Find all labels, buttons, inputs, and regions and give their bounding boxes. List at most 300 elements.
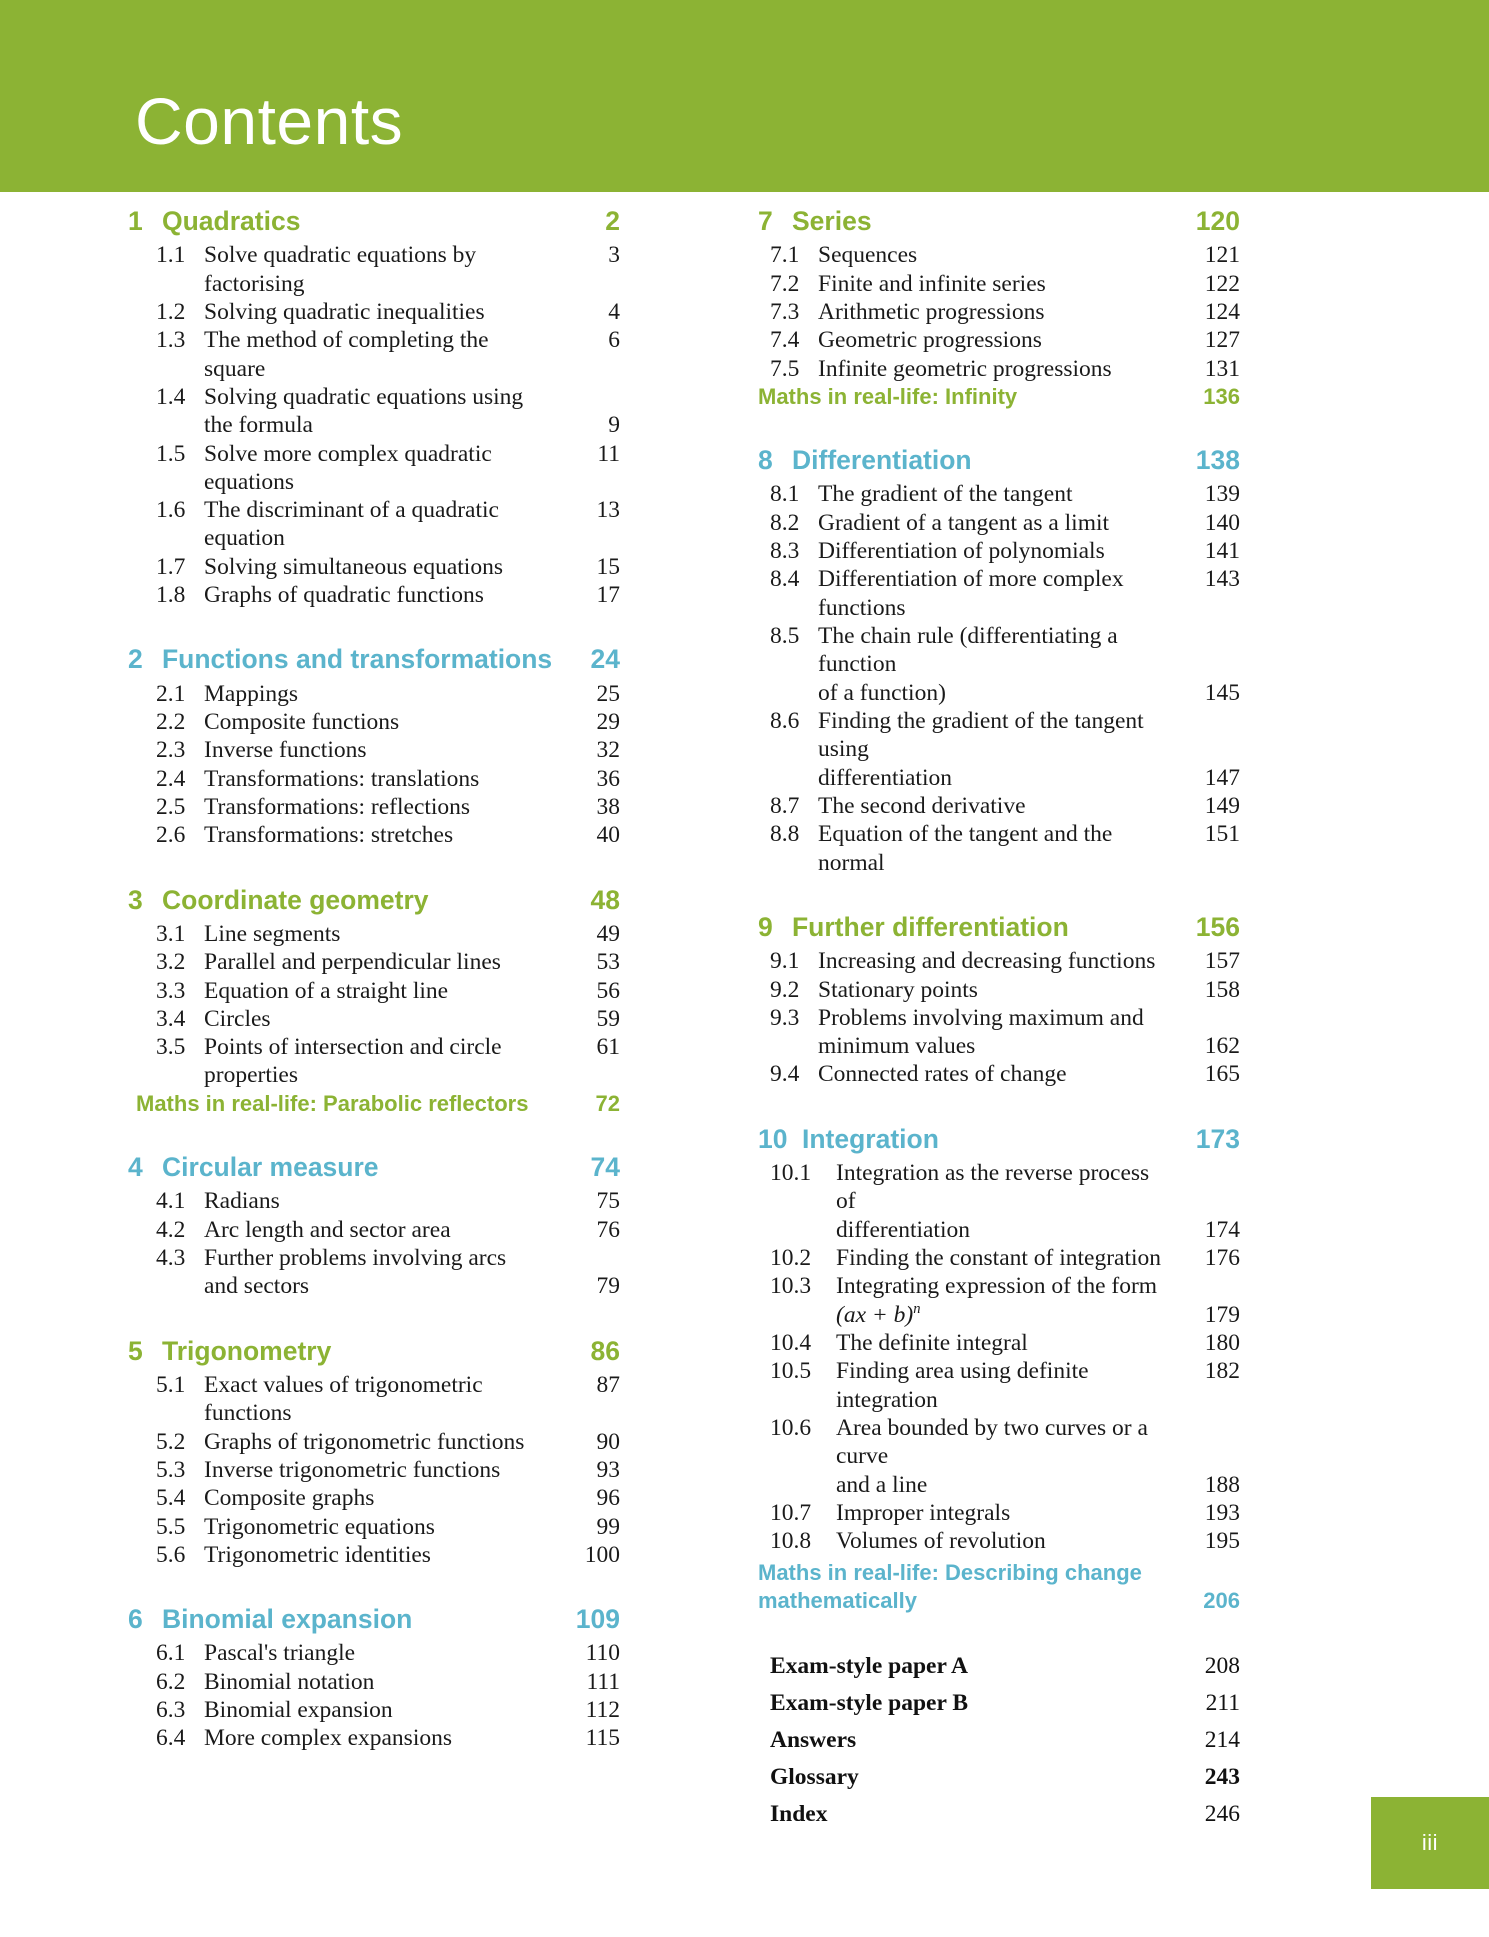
section-row[interactable] xyxy=(758,1159,1240,1216)
section-page-number: 3 xyxy=(608,242,620,269)
section-page-number: 96 xyxy=(596,1485,620,1512)
chapter-title: Binomial expansion xyxy=(162,1604,413,1635)
section-page-number: 32 xyxy=(596,737,620,764)
section-list xyxy=(128,1187,620,1300)
chapter-block xyxy=(758,911,1240,1089)
section-row[interactable] xyxy=(758,1272,1240,1300)
section-list xyxy=(128,920,620,1090)
section-row[interactable] xyxy=(128,1216,620,1244)
contents-columns xyxy=(0,205,1489,1838)
section-page-number: 111 xyxy=(586,1668,620,1695)
section-page-number: 143 xyxy=(1204,566,1240,593)
section-row[interactable] xyxy=(758,565,1240,622)
chapter-heading[interactable] xyxy=(128,643,620,675)
section-title: Points of intersection and circle properties xyxy=(204,1034,502,1089)
section-number: 2.6 xyxy=(156,822,186,849)
section-number: 6.2 xyxy=(156,1668,186,1695)
section-title: Connected rates of change xyxy=(818,1061,1067,1088)
section-number: 10.4 xyxy=(770,1329,812,1356)
section-title: Solving simultaneous equations xyxy=(204,553,503,580)
section-row[interactable] xyxy=(128,1272,620,1300)
maths-in-real-life-title: Maths in real-life: Parabolic reflectors xyxy=(136,1090,529,1116)
section-title: Problems involving maximum and xyxy=(818,1004,1144,1031)
chapter-heading[interactable] xyxy=(128,1335,620,1367)
section-page-number: 122 xyxy=(1204,270,1240,297)
chapter-number: 5 xyxy=(128,1335,143,1366)
back-matter-row[interactable] xyxy=(758,1726,1240,1755)
section-number: 5.6 xyxy=(156,1541,186,1568)
section-row[interactable] xyxy=(758,1357,1240,1414)
section-page-number: 121 xyxy=(1204,242,1240,269)
chapter-number: 1 xyxy=(128,206,143,236)
section-page-number: 193 xyxy=(1204,1499,1240,1526)
section-number: 4.1 xyxy=(156,1188,186,1215)
chapter-number: 3 xyxy=(128,884,143,915)
section-row[interactable] xyxy=(128,1456,620,1484)
section-title: Composite functions xyxy=(204,709,400,736)
section-title: The method of completing the square xyxy=(204,327,489,382)
section-number: 10.6 xyxy=(770,1414,812,1441)
section-title: Finding the gradient of the tangent using xyxy=(818,707,1144,763)
section-title: Line segments xyxy=(204,920,341,947)
section-title: minimum values xyxy=(818,1033,976,1060)
chapter-heading[interactable] xyxy=(758,911,1240,943)
section-row[interactable] xyxy=(758,241,1240,269)
chapter-block xyxy=(128,643,620,849)
section-row[interactable] xyxy=(128,1033,620,1090)
section-row[interactable] xyxy=(758,1414,1240,1471)
back-matter-row[interactable] xyxy=(758,1652,1240,1681)
section-page-number: 40 xyxy=(596,822,620,849)
section-title: Parallel and perpendicular lines xyxy=(204,949,501,976)
section-row[interactable] xyxy=(128,496,620,553)
maths-in-real-life-entry[interactable] xyxy=(128,1090,620,1117)
chapter-heading[interactable] xyxy=(128,205,620,237)
section-number: 4.2 xyxy=(156,1216,186,1243)
right-column xyxy=(620,205,1240,1838)
section-page-number: 25 xyxy=(596,680,620,707)
section-row[interactable] xyxy=(128,680,620,708)
section-number: 5.5 xyxy=(156,1513,186,1540)
chapter-page-number: 74 xyxy=(590,1152,620,1183)
chapter-title: Quadratics xyxy=(162,206,301,236)
section-row[interactable] xyxy=(128,821,620,849)
section-row[interactable] xyxy=(758,1329,1240,1357)
page-number-label: iii xyxy=(1421,1830,1439,1855)
section-title: Gradient of a tangent as a limit xyxy=(818,509,1110,536)
section-title: Equation of the tangent and the normal xyxy=(818,821,1113,876)
section-row[interactable] xyxy=(758,707,1240,764)
section-row[interactable] xyxy=(128,1005,620,1033)
section-row[interactable] xyxy=(128,736,620,764)
chapter-page-number: 109 xyxy=(575,1604,620,1635)
section-title: Further problems involving arcs xyxy=(204,1245,507,1272)
section-row[interactable] xyxy=(758,1004,1240,1032)
chapter-number: 7 xyxy=(758,206,773,236)
section-title: Finding the constant of integration xyxy=(836,1245,1162,1272)
chapter-block xyxy=(758,205,1240,410)
section-page-number: 174 xyxy=(1204,1216,1240,1243)
section-row[interactable] xyxy=(128,1668,620,1696)
section-row[interactable] xyxy=(128,1187,620,1215)
back-matter-page-number: 214 xyxy=(1204,1727,1240,1754)
section-row[interactable] xyxy=(128,765,620,793)
section-title: Finite and infinite series xyxy=(818,270,1046,297)
section-row[interactable] xyxy=(128,440,620,497)
section-number: 10.8 xyxy=(770,1528,812,1555)
section-number: 5.3 xyxy=(156,1456,186,1483)
section-row[interactable] xyxy=(758,480,1240,508)
section-number: 7.3 xyxy=(770,298,800,325)
section-number: 4.3 xyxy=(156,1245,186,1272)
section-title: Stationary points xyxy=(818,976,978,1003)
section-title: The second derivative xyxy=(818,792,1026,819)
section-page-number: 151 xyxy=(1204,821,1240,848)
section-row[interactable] xyxy=(128,948,620,976)
section-number: 6.3 xyxy=(156,1697,186,1724)
section-page-number: 75 xyxy=(596,1188,620,1215)
section-title: Radians xyxy=(204,1188,280,1215)
section-title: Trigonometric equations xyxy=(204,1513,435,1540)
section-title: Improper integrals xyxy=(836,1499,1011,1526)
back-matter-list xyxy=(758,1652,1240,1830)
section-row[interactable] xyxy=(128,298,620,326)
chapter-heading[interactable] xyxy=(758,1123,1240,1155)
section-number: 8.2 xyxy=(770,509,800,536)
section-title: The gradient of the tangent xyxy=(818,481,1073,508)
back-matter-page-number: 243 xyxy=(1204,1764,1240,1791)
chapter-number: 8 xyxy=(758,445,773,476)
section-title: Transformations: translations xyxy=(204,765,480,792)
chapter-page-number: 2 xyxy=(605,206,620,236)
section-row[interactable] xyxy=(128,1513,620,1541)
section-title: Volumes of revolution xyxy=(836,1528,1046,1555)
maths-in-real-life-page-number: 72 xyxy=(595,1090,620,1116)
section-row[interactable] xyxy=(758,792,1240,820)
section-title: Solving quadratic equations using xyxy=(204,383,524,410)
chapter-heading[interactable] xyxy=(128,884,620,916)
section-number: 6.4 xyxy=(156,1725,186,1752)
section-number: 5.1 xyxy=(156,1371,186,1398)
section-page-number: 15 xyxy=(596,553,620,580)
section-row[interactable] xyxy=(128,1696,620,1724)
chapter-block xyxy=(128,1151,620,1301)
section-title: Transformations: reflections xyxy=(204,793,471,820)
section-page-number: 99 xyxy=(596,1513,620,1540)
section-number: 2.5 xyxy=(156,793,186,820)
chapter-title: Circular measure xyxy=(162,1152,379,1183)
chapter-title: Integration xyxy=(802,1123,939,1154)
back-matter-row[interactable] xyxy=(758,1689,1240,1718)
section-page-number: 29 xyxy=(596,709,620,736)
section-page-number: 165 xyxy=(1204,1061,1240,1088)
section-row[interactable] xyxy=(758,947,1240,975)
section-title: Composite graphs xyxy=(204,1485,375,1512)
section-row[interactable] xyxy=(758,1032,1240,1060)
section-title: The chain rule (differentiating a function xyxy=(818,623,1118,678)
chapter-number: 6 xyxy=(128,1604,143,1635)
section-title: Inverse functions xyxy=(204,737,367,764)
section-row[interactable] xyxy=(758,1499,1240,1527)
section-page-number: 53 xyxy=(596,949,620,976)
section-page-number: 112 xyxy=(585,1697,620,1724)
maths-in-real-life-line2 xyxy=(758,1587,1240,1614)
section-number: 10.7 xyxy=(770,1499,812,1526)
section-number: 3.5 xyxy=(156,1034,186,1061)
section-row[interactable] xyxy=(758,1471,1240,1499)
chapter-title: Differentiation xyxy=(792,445,972,476)
section-row[interactable] xyxy=(128,326,620,383)
section-page-number: 90 xyxy=(596,1428,620,1455)
section-number: 7.5 xyxy=(770,355,800,382)
section-number: 2.4 xyxy=(156,765,186,792)
section-number: 9.4 xyxy=(770,1061,800,1088)
section-title-formula: (ax + b)$^n$ xyxy=(836,1300,921,1328)
section-row[interactable] xyxy=(758,1301,1240,1329)
chapter-block xyxy=(128,1335,620,1570)
section-row[interactable] xyxy=(758,1216,1240,1244)
section-number: 1.7 xyxy=(156,553,186,580)
section-page-number: 127 xyxy=(1204,327,1240,354)
back-matter-page-number: 208 xyxy=(1204,1652,1240,1679)
section-number: 1.2 xyxy=(156,298,186,325)
section-page-number: 149 xyxy=(1204,792,1240,819)
chapter-heading[interactable] xyxy=(758,205,1240,237)
left-column xyxy=(0,205,620,1838)
section-page-number: 9 xyxy=(608,412,620,439)
section-number: 6.1 xyxy=(156,1640,186,1667)
section-row[interactable] xyxy=(758,622,1240,679)
chapter-page-number: 24 xyxy=(590,644,620,675)
section-number: 9.2 xyxy=(770,976,800,1003)
section-page-number: 162 xyxy=(1204,1033,1240,1060)
section-row[interactable] xyxy=(128,1371,620,1428)
section-title: and a line xyxy=(836,1471,928,1498)
section-title: Infinite geometric progressions xyxy=(818,355,1112,382)
section-row[interactable] xyxy=(128,708,620,736)
section-title: Mappings xyxy=(204,680,298,707)
section-page-number: 6 xyxy=(608,327,620,354)
section-row[interactable] xyxy=(128,241,620,298)
section-number: 1.6 xyxy=(156,497,186,524)
maths-in-real-life-entry[interactable] xyxy=(758,1559,1240,1614)
section-row[interactable] xyxy=(758,355,1240,383)
section-number: 2.3 xyxy=(156,737,186,764)
section-row[interactable] xyxy=(128,411,620,439)
section-list xyxy=(758,1159,1240,1555)
chapter-block xyxy=(128,205,620,609)
section-number: 8.4 xyxy=(770,566,800,593)
section-title: Binomial expansion xyxy=(204,1697,393,1724)
section-number: 1.8 xyxy=(156,582,186,609)
section-page-number: 110 xyxy=(585,1640,620,1667)
section-row[interactable] xyxy=(758,270,1240,298)
chapter-heading[interactable] xyxy=(128,1151,620,1183)
section-number: 3.1 xyxy=(156,920,186,947)
section-title: Inverse trigonometric functions xyxy=(204,1456,501,1483)
chapter-page-number: 120 xyxy=(1195,206,1240,236)
section-title: The definite integral xyxy=(836,1329,1028,1356)
section-number: 5.2 xyxy=(156,1428,186,1455)
section-title: differentiation xyxy=(818,764,952,791)
chapter-page-number: 48 xyxy=(590,884,620,915)
chapter-page-number: 173 xyxy=(1195,1123,1240,1154)
section-list xyxy=(128,241,620,609)
section-page-number: 11 xyxy=(597,440,620,467)
section-list xyxy=(128,1639,620,1752)
section-number: 10.2 xyxy=(770,1245,812,1272)
chapter-heading[interactable] xyxy=(758,444,1240,476)
section-row[interactable] xyxy=(758,326,1240,354)
section-number: 1.5 xyxy=(156,440,186,467)
section-title: the formula xyxy=(204,412,313,439)
section-page-number: 124 xyxy=(1204,298,1240,325)
section-number: 8.8 xyxy=(770,821,800,848)
section-page-number: 49 xyxy=(596,920,620,947)
section-number: 7.2 xyxy=(770,270,800,297)
section-row[interactable] xyxy=(128,1541,620,1569)
section-row[interactable] xyxy=(128,1244,620,1272)
section-title: Exact values of trigonometric functions xyxy=(204,1371,483,1427)
section-number: 3.4 xyxy=(156,1005,186,1032)
section-number: 10.5 xyxy=(770,1358,812,1385)
section-page-number: 158 xyxy=(1204,976,1240,1003)
section-page-number: 59 xyxy=(596,1005,620,1032)
back-matter-title: Exam-style paper A xyxy=(770,1652,969,1679)
section-page-number: 140 xyxy=(1204,509,1240,536)
section-title: Equation of a straight line xyxy=(204,977,449,1004)
section-title: Finding area using definite integration xyxy=(836,1358,1089,1413)
maths-in-real-life-page-number: 136 xyxy=(1203,383,1240,409)
section-title: Sequences xyxy=(818,242,918,269)
section-title: Graphs of quadratic functions xyxy=(204,582,484,609)
section-title: Arc length and sector area xyxy=(204,1216,451,1243)
section-row[interactable] xyxy=(758,1244,1240,1272)
section-row[interactable] xyxy=(128,553,620,581)
section-row[interactable] xyxy=(128,1484,620,1512)
section-page-number: 79 xyxy=(596,1273,620,1300)
section-number: 9.1 xyxy=(770,948,800,975)
section-title: Integration as the reverse process of xyxy=(836,1160,1150,1215)
section-number: 9.3 xyxy=(770,1004,800,1031)
section-list xyxy=(758,480,1240,876)
section-title: Differentiation of polynomials xyxy=(818,538,1105,565)
section-title: of a function) xyxy=(818,679,946,706)
section-title: More complex expansions xyxy=(204,1725,453,1752)
section-title: Transformations: stretches xyxy=(204,822,454,849)
header-band xyxy=(0,0,1489,192)
section-number: 7.4 xyxy=(770,327,800,354)
section-list xyxy=(758,947,1240,1089)
section-page-number: 61 xyxy=(596,1034,620,1061)
chapter-page-number: 156 xyxy=(1195,911,1240,942)
section-page-number: 195 xyxy=(1204,1528,1240,1555)
section-number: 1.3 xyxy=(156,327,186,354)
back-matter-page-number: 211 xyxy=(1205,1690,1240,1717)
section-page-number: 38 xyxy=(596,793,620,820)
chapter-block xyxy=(128,1603,620,1753)
section-page-number: 115 xyxy=(585,1725,620,1752)
section-row[interactable] xyxy=(128,1724,620,1752)
section-page-number: 179 xyxy=(1204,1301,1240,1328)
maths-in-real-life-line1 xyxy=(758,1559,1240,1586)
section-row[interactable] xyxy=(128,977,620,1005)
section-title: Circles xyxy=(204,1005,271,1032)
section-number: 8.1 xyxy=(770,481,800,508)
chapter-block xyxy=(128,884,620,1117)
chapter-heading[interactable] xyxy=(128,1603,620,1635)
section-page-number: 139 xyxy=(1204,481,1240,508)
back-matter-row[interactable] xyxy=(758,1763,1240,1792)
section-row[interactable] xyxy=(758,1527,1240,1555)
section-list xyxy=(128,1371,620,1569)
section-row[interactable] xyxy=(128,383,620,411)
section-row[interactable] xyxy=(128,1639,620,1667)
chapter-number: 2 xyxy=(128,644,143,675)
maths-in-real-life-page-number: 206 xyxy=(1203,1587,1240,1613)
section-page-number: 147 xyxy=(1204,764,1240,791)
section-row[interactable] xyxy=(758,537,1240,565)
section-number: 1.1 xyxy=(156,242,186,269)
section-row[interactable] xyxy=(758,976,1240,1004)
back-matter-title: Glossary xyxy=(770,1764,859,1791)
section-title: Arithmetic progressions xyxy=(818,298,1045,325)
section-row[interactable] xyxy=(758,820,1240,877)
chapter-block xyxy=(758,1123,1240,1614)
section-title: Trigonometric identities xyxy=(204,1541,431,1568)
section-list xyxy=(128,680,620,850)
section-page-number: 56 xyxy=(596,977,620,1004)
chapter-title: Trigonometry xyxy=(162,1335,332,1366)
section-title: Solving quadratic inequalities xyxy=(204,298,485,325)
section-number: 3.2 xyxy=(156,949,186,976)
section-title: Increasing and decreasing functions xyxy=(818,948,1156,975)
back-matter-row[interactable] xyxy=(758,1800,1240,1829)
section-title: Binomial notation xyxy=(204,1668,375,1695)
section-page-number: 17 xyxy=(596,582,620,609)
chapter-title: Series xyxy=(792,206,872,236)
section-number: 8.5 xyxy=(770,623,800,650)
maths-in-real-life-title: Maths in real-life: Infinity xyxy=(758,383,1018,409)
section-number: 10.1 xyxy=(770,1160,812,1187)
chapter-page-number: 138 xyxy=(1195,445,1240,476)
section-number: 1.4 xyxy=(156,383,186,410)
section-row[interactable] xyxy=(128,581,620,609)
section-title: Pascal's triangle xyxy=(204,1640,356,1667)
maths-in-real-life-title-cont: mathematically xyxy=(758,1587,917,1613)
section-row[interactable] xyxy=(758,298,1240,326)
section-number: 10.3 xyxy=(770,1273,812,1300)
chapter-title: Functions and transformations xyxy=(162,644,553,675)
chapter-title: Coordinate geometry xyxy=(162,884,429,915)
section-page-number: 13 xyxy=(596,497,620,524)
section-row[interactable] xyxy=(758,509,1240,537)
section-row[interactable] xyxy=(758,1060,1240,1088)
section-row[interactable] xyxy=(128,793,620,821)
section-title: Solve quadratic equations by factorising xyxy=(204,242,477,297)
section-row[interactable] xyxy=(128,1428,620,1456)
section-row[interactable] xyxy=(758,679,1240,707)
back-matter-title: Index xyxy=(770,1801,828,1828)
section-row[interactable] xyxy=(758,764,1240,792)
maths-in-real-life-entry[interactable] xyxy=(758,383,1240,410)
section-page-number: 157 xyxy=(1204,948,1240,975)
section-title: Integrating expression of the form xyxy=(836,1273,1158,1300)
section-page-number: 76 xyxy=(596,1216,620,1243)
section-row[interactable] xyxy=(128,920,620,948)
section-title: and sectors xyxy=(204,1273,310,1300)
chapter-block xyxy=(758,444,1240,877)
